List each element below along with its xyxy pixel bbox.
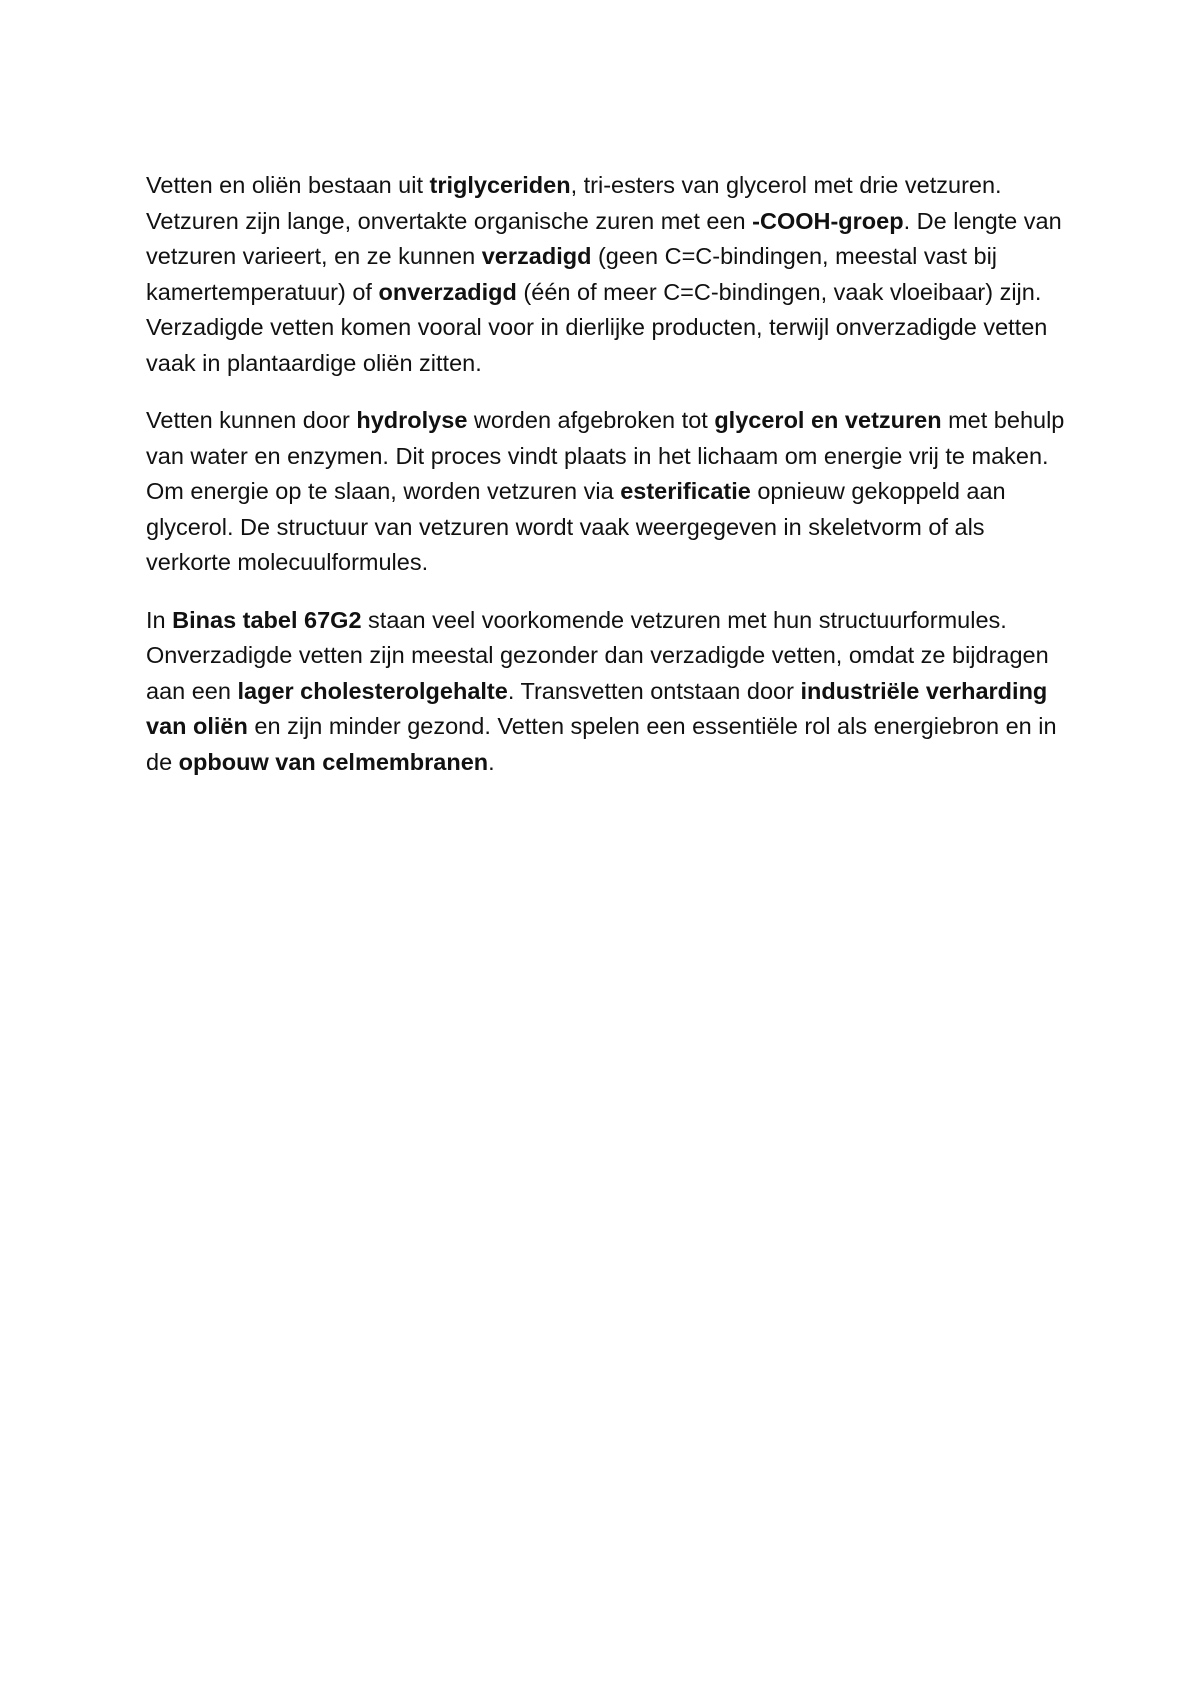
bold-term: Binas tabel 67G2 bbox=[172, 606, 362, 633]
text-segment: (geen C=C-bindingen, meestal vast bij kamertemperatuur) of bbox=[146, 243, 998, 305]
text-segment: worden afgebroken tot bbox=[467, 407, 715, 433]
text-segment: met behulp van water en enzymen. Dit proces vindt plaats in het lichaam om energie vrij te maken. Om energie op te slaan, worden vetzuren via bbox=[146, 407, 1065, 504]
bold-term: opbouw van celmembranen bbox=[178, 748, 489, 775]
bold-term: esterificatie bbox=[620, 478, 751, 504]
bold-term: -COOH-groep bbox=[752, 207, 904, 234]
text-segment: en zijn minder gezond. Vetten spelen een essentiële rol als energiebron en in de bbox=[146, 713, 1057, 775]
bold-term: lager cholesterolgehalte bbox=[237, 677, 508, 704]
bold-term: verzadigd bbox=[481, 243, 592, 269]
text-segment: opnieuw gekoppeld aan glycerol. De structuur van vetzuren wordt vaak weergegeven in skeletvorm of als verkorte molecuulformules. bbox=[146, 478, 1006, 575]
text-segment: . bbox=[488, 748, 495, 775]
bold-term: glycerol en vetzuren bbox=[714, 407, 942, 433]
text-segment: In bbox=[146, 606, 173, 633]
text-segment: (één of meer C=C-bindingen, vaak vloeibaar) zijn. Verzadigde vetten komen vooral voor in dierlijke producten, terwijl onverzadigde vetten vaak in plantaardige oliën zitten. bbox=[146, 278, 1048, 376]
paragraph-3 bbox=[146, 603, 1066, 781]
paragraph-1 bbox=[146, 168, 1066, 381]
bold-term: industriële verharding van oliën bbox=[146, 677, 1048, 739]
text-segment: . De lengte van vetzuren varieert, en ze kunnen bbox=[146, 207, 1062, 269]
text-segment: staan veel voorkomende vetzuren met hun structuurformules. Onverzadigde vetten zijn meestal gezonder dan verzadigde vetten, omdat ze bijdragen aan een bbox=[146, 606, 1049, 704]
text-segment: Vetten kunnen door bbox=[146, 407, 357, 433]
bold-term: triglyceriden bbox=[429, 172, 571, 198]
document-body bbox=[146, 168, 1066, 802]
bold-term: hydrolyse bbox=[356, 407, 468, 433]
paragraph-2 bbox=[146, 403, 1066, 581]
bold-term: onverzadigd bbox=[378, 278, 517, 305]
text-segment: , tri-esters van glycerol met drie vetzuren. Vetzuren zijn lange, onvertakte organische zuren met een bbox=[146, 172, 1002, 234]
text-segment: Vetten en oliën bestaan uit bbox=[146, 172, 430, 198]
text-segment: . Transvetten ontstaan door bbox=[507, 677, 801, 704]
